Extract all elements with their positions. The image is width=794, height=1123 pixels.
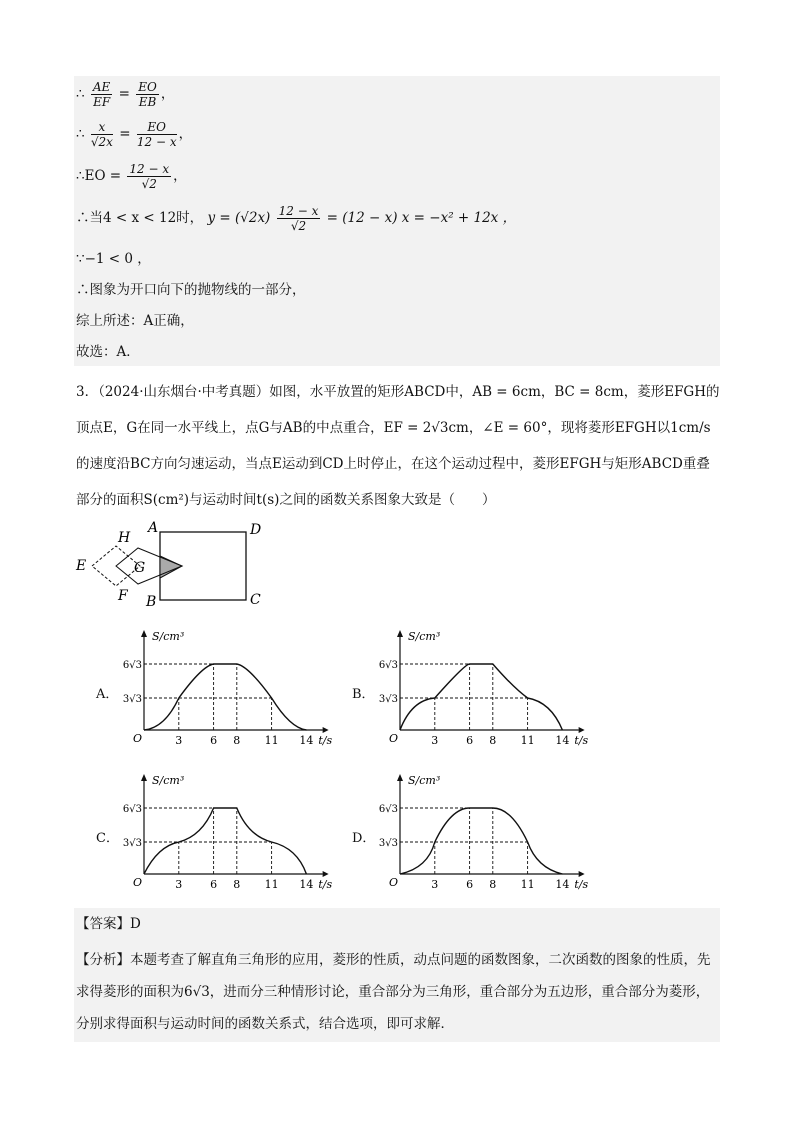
x-tick-label: 8 [489,734,497,747]
y-axis-arrow [141,774,147,781]
y-tick-label: 6√3 [122,804,142,815]
y-tick-label: 3√3 [122,694,142,705]
fraction: $\frac{12 - x}{√2}$ [278,204,319,233]
x-tick-label: 11 [520,734,535,747]
label-D: D [250,522,262,538]
fraction: $\frac{EO}{12 - x}$ [136,120,177,149]
fraction: $\frac{AE}{EF}$ [92,80,111,109]
option-D-label[interactable]: D． [352,831,376,846]
fraction: $\frac{12 - x}{√2}$ [129,162,170,191]
origin-label: O [389,732,399,745]
x-axis-label: t/s [318,878,333,891]
geometry-figure [70,518,270,610]
x-axis-arrow [579,871,585,877]
x-tick-label: 6 [210,878,218,891]
solution-line-8: 故选：A． [76,344,140,360]
y-tick-label: 6√3 [122,660,142,671]
solution-line-2: ∴ $\frac{x}{√2x}$ = $\frac{EO}{12 - x}$ ， [76,120,193,149]
label-E: E [76,558,87,574]
x-tick-label: 11 [264,878,279,891]
x-axis-arrow [579,727,585,733]
x-tick-label: 6 [466,878,474,891]
y-axis-label: S/cm³ [408,774,441,787]
x-tick-label: 3 [175,734,183,747]
fraction: $\frac{EO}{EB}$ [138,80,157,109]
origin-label: O [389,876,399,889]
solution-line-3: ∴EO = $\frac{12 - x}{√2}$ ， [76,162,187,191]
fraction: $\frac{x}{√2x}$ [90,120,113,149]
origin-label: O [133,876,143,889]
solution-line-7: 综上所述：A正确， [76,313,194,329]
label-F: F [118,588,128,604]
y-axis-arrow [141,630,147,637]
x-axis-label: t/s [574,878,589,891]
y-axis-label: S/cm³ [408,630,441,643]
x-tick-label: 3 [431,878,439,891]
x-tick-label: 14 [299,734,314,747]
label-C: C [250,592,261,608]
y-tick-label: 3√3 [122,838,142,849]
y-axis-arrow [397,774,403,781]
x-axis-label: t/s [574,734,589,747]
graph-D[interactable] [374,772,594,894]
analysis-text: 【分析】本题考查了解直角三角形的应用，菱形的性质，动点问题的函数图象，二次函数的图象的性质，先求得菱形的面积为6√3，进而分三种情形讨论，重合部分为三角形，重合部分为五边形，重合部分为菱形，分别求得面积与运动时间的函数关系式，结合选项，即可求解． [76,952,711,1032]
graph-curve [144,808,306,874]
option-B-label[interactable]: B． [352,687,375,702]
label-B: B [146,594,157,610]
option-C-label[interactable]: C． [96,831,119,846]
x-tick-label: 3 [175,878,183,891]
label-G: G [134,560,146,576]
graph-curve [400,664,562,730]
graph-curve [144,664,306,730]
question-text: 3．（2024·山东烟台·中考真题）如图，水平放置的矩形ABCD中，AB = 6cm，BC = 8cm，菱形EFGH的顶点E，G在同一水平线上，点G与AB的中点重合，EF = 2√3cm，∠E = 60°，现将菱形EFGH以1cm/s的速度沿BC方向匀速运动，当点E运动到CD上时停止，在这个运动过程中，菱形EFGH与矩形ABCD重叠部分的面积S(cm²)与运动时间t(s)之间的函数关系图象大致是（ ） [76,384,720,508]
option-A-label[interactable]: A． [96,687,119,702]
x-tick-label: 8 [233,878,241,891]
solution-line-6: ∴图象为开口向下的抛物线的一部分， [76,282,306,298]
label-H: H [118,530,131,546]
x-tick-label: 14 [555,734,570,747]
solution-line-4: ∴当4 < x < 12时， y = (√2x) $\frac{12 - x}{√2}$ = (12 − x) x = −x² + 12x ， [76,204,517,233]
x-tick-label: 6 [210,734,218,747]
answer-label: 【答案】D [76,916,141,932]
y-axis-label: S/cm³ [152,774,185,787]
origin-label: O [133,732,143,745]
x-tick-label: 14 [555,878,570,891]
y-tick-label: 3√3 [378,694,398,705]
x-tick-label: 6 [466,734,474,747]
x-tick-label: 8 [489,878,497,891]
solution-line-1: ∴ $\frac{AE}{EF}$ = $\frac{EO}{EB}$ ， [76,80,175,109]
solution-line-5: ∵−1 < 0 ， [76,251,151,267]
label-A: A [148,520,159,536]
x-tick-label: 11 [520,878,535,891]
x-tick-label: 11 [264,734,279,747]
y-axis-label: S/cm³ [152,630,185,643]
x-tick-label: 8 [233,734,241,747]
x-axis-label: t/s [318,734,333,747]
x-axis-arrow [323,727,329,733]
graph-curve [400,808,562,874]
graph-C[interactable] [118,772,333,894]
y-tick-label: 3√3 [378,838,398,849]
x-tick-label: 14 [299,878,314,891]
y-tick-label: 6√3 [378,804,398,815]
graph-A[interactable] [118,628,333,750]
y-axis-arrow [397,630,403,637]
x-tick-label: 3 [431,734,439,747]
y-tick-label: 6√3 [378,660,398,671]
x-axis-arrow [323,871,329,877]
graph-B[interactable] [374,628,594,750]
